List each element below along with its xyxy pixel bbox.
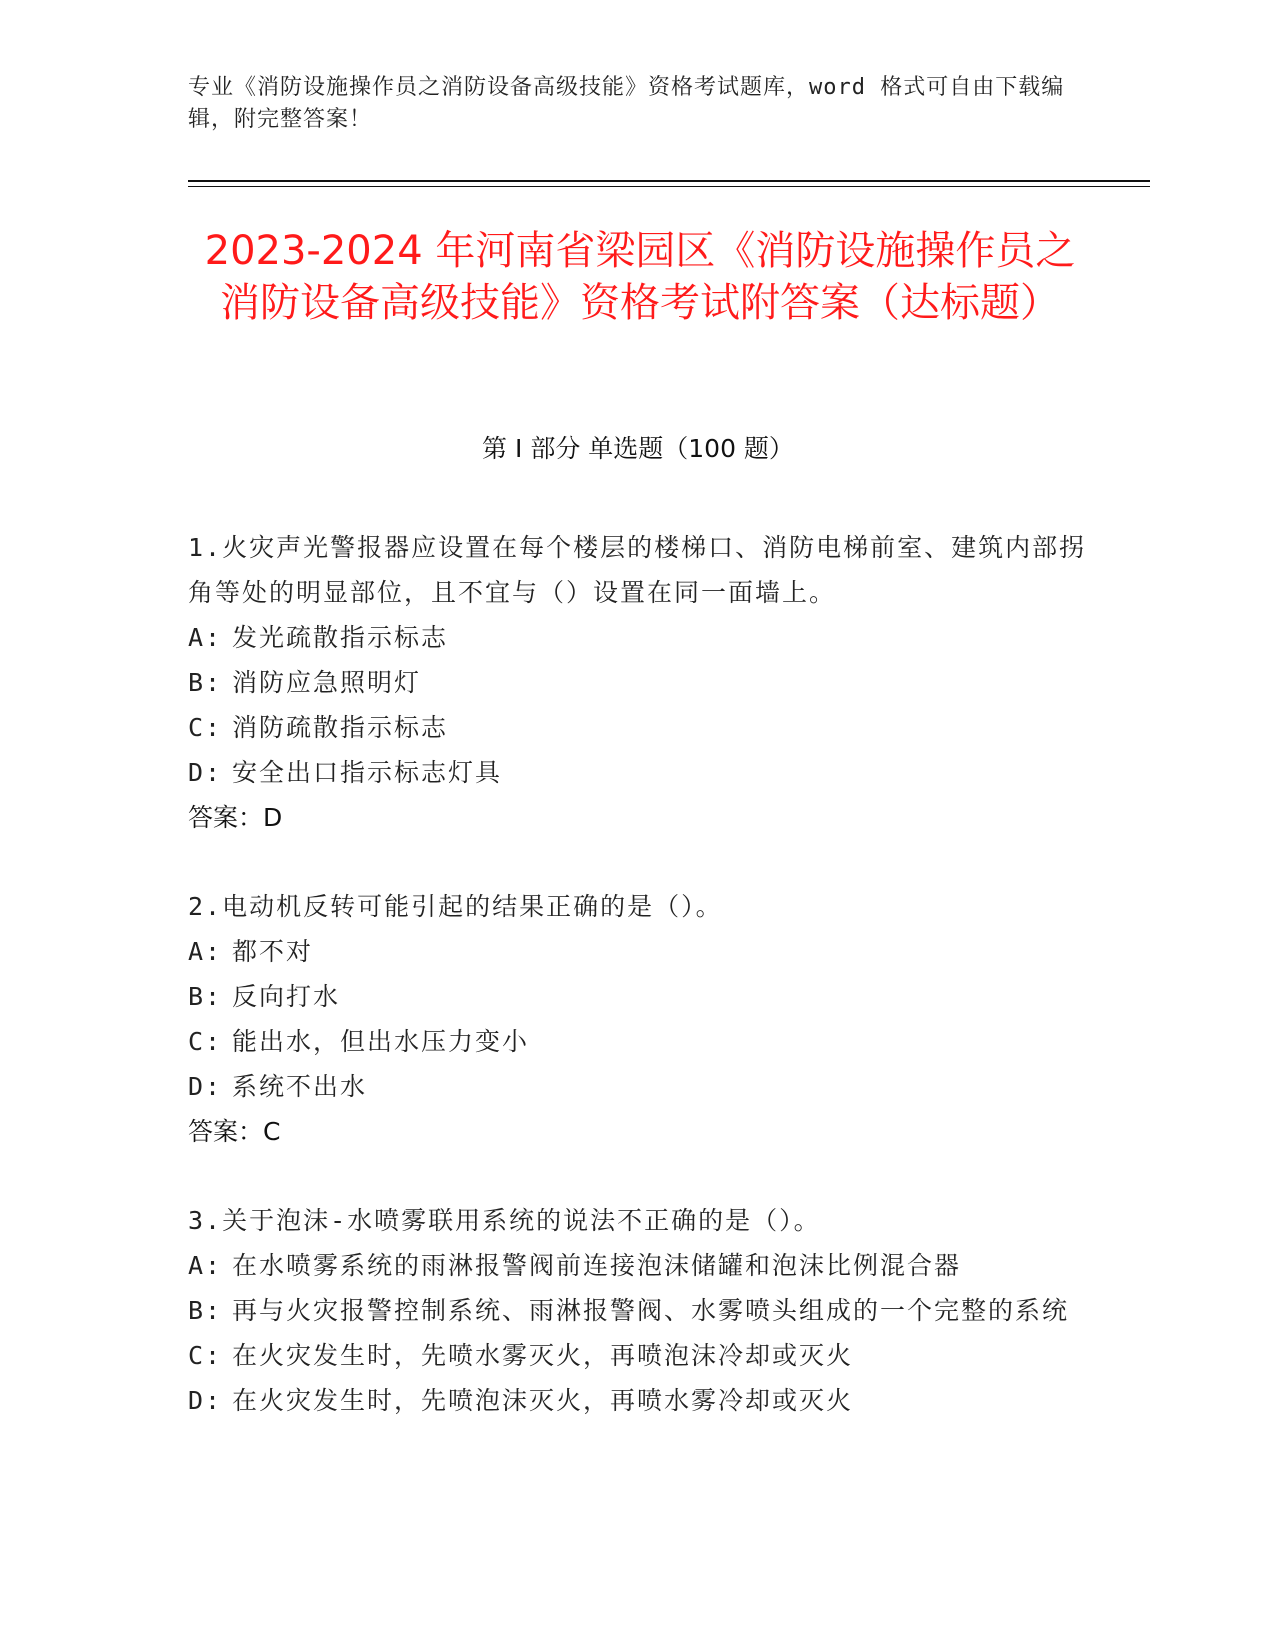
option-letter: C: bbox=[188, 1027, 223, 1056]
answer-label: 答案： bbox=[188, 803, 264, 832]
option-d bbox=[188, 1064, 1088, 1109]
option-b bbox=[188, 1288, 1088, 1333]
option-text: 在水喷雾系统的雨淋报警阀前连接泡沫储罐和泡沫比例混合器 bbox=[232, 1251, 962, 1280]
option-letter: A: bbox=[188, 1251, 223, 1280]
option-text: 能出水，但出水压力变小 bbox=[232, 1027, 530, 1056]
option-a bbox=[188, 615, 1088, 660]
option-text: 都不对 bbox=[232, 937, 314, 966]
question-stem bbox=[188, 1198, 1088, 1243]
option-text: 消防疏散指示标志 bbox=[232, 713, 449, 742]
header-rule-thin bbox=[188, 186, 1150, 187]
answer-value: D bbox=[263, 803, 283, 832]
option-letter: A: bbox=[188, 937, 223, 966]
option-letter: C: bbox=[188, 713, 223, 742]
option-text: 反向打水 bbox=[232, 982, 341, 1011]
option-text: 在火灾发生时，先喷水雾灭火，再喷泡沫冷却或灭火 bbox=[232, 1341, 854, 1370]
option-text: 消防应急照明灯 bbox=[232, 668, 422, 697]
question-1 bbox=[188, 525, 1088, 840]
question-text: 电动机反转可能引起的结果正确的是（）。 bbox=[222, 892, 723, 921]
option-text: 安全出口指示标志灯具 bbox=[232, 758, 503, 787]
option-letter: D: bbox=[188, 758, 223, 787]
header-rule-thick bbox=[188, 180, 1150, 182]
option-letter: D: bbox=[188, 1386, 223, 1415]
answer-value: C bbox=[263, 1117, 281, 1146]
option-text: 发光疏散指示标志 bbox=[232, 623, 449, 652]
question-list bbox=[188, 525, 1088, 1467]
header-note: 专业《消防设施操作员之消防设备高级技能》资格考试题库，word 格式可自由下载编辑，附完整答案！ bbox=[188, 75, 1065, 132]
option-c bbox=[188, 1019, 1088, 1064]
option-letter: B: bbox=[188, 982, 223, 1011]
option-text: 再与火灾报警控制系统、雨淋报警阀、水雾喷头组成的一个完整的系统 bbox=[232, 1296, 1070, 1325]
question-3 bbox=[188, 1198, 1088, 1423]
option-b bbox=[188, 660, 1088, 705]
answer-line bbox=[188, 795, 1088, 840]
option-a bbox=[188, 929, 1088, 974]
option-letter: A: bbox=[188, 623, 223, 652]
option-letter: B: bbox=[188, 1296, 223, 1325]
option-c bbox=[188, 705, 1088, 750]
option-letter: C: bbox=[188, 1341, 223, 1370]
question-stem bbox=[188, 525, 1088, 615]
question-text: 火灾声光警报器应设置在每个楼层的楼梯口、消防电梯前室、建筑内部拐角等处的明显部位，且不宜与（）设置在同一面墙上。 bbox=[188, 533, 1087, 607]
option-a bbox=[188, 1243, 1088, 1288]
document-title: 2023-2024 年河南省梁园区《消防设施操作员之消防设备高级技能》资格考试附答案（达标题） bbox=[204, 228, 1076, 326]
section-heading: 第 I 部分 单选题（100 题） bbox=[482, 434, 794, 463]
option-letter: D: bbox=[188, 1072, 223, 1101]
question-stem bbox=[188, 884, 1088, 929]
option-b bbox=[188, 974, 1088, 1019]
question-number: 3. bbox=[188, 1206, 223, 1235]
option-text: 在火灾发生时，先喷泡沫灭火，再喷水雾冷却或灭火 bbox=[232, 1386, 854, 1415]
question-text: 关于泡沫-水喷雾联用系统的说法不正确的是（）。 bbox=[222, 1206, 821, 1235]
option-c bbox=[188, 1333, 1088, 1378]
answer-label: 答案： bbox=[188, 1117, 264, 1146]
question-2 bbox=[188, 884, 1088, 1154]
option-d bbox=[188, 1378, 1088, 1423]
option-letter: B: bbox=[188, 668, 223, 697]
option-d bbox=[188, 750, 1088, 795]
question-number: 1. bbox=[188, 533, 223, 562]
option-text: 系统不出水 bbox=[232, 1072, 368, 1101]
question-number: 2. bbox=[188, 892, 223, 921]
answer-line bbox=[188, 1109, 1088, 1154]
